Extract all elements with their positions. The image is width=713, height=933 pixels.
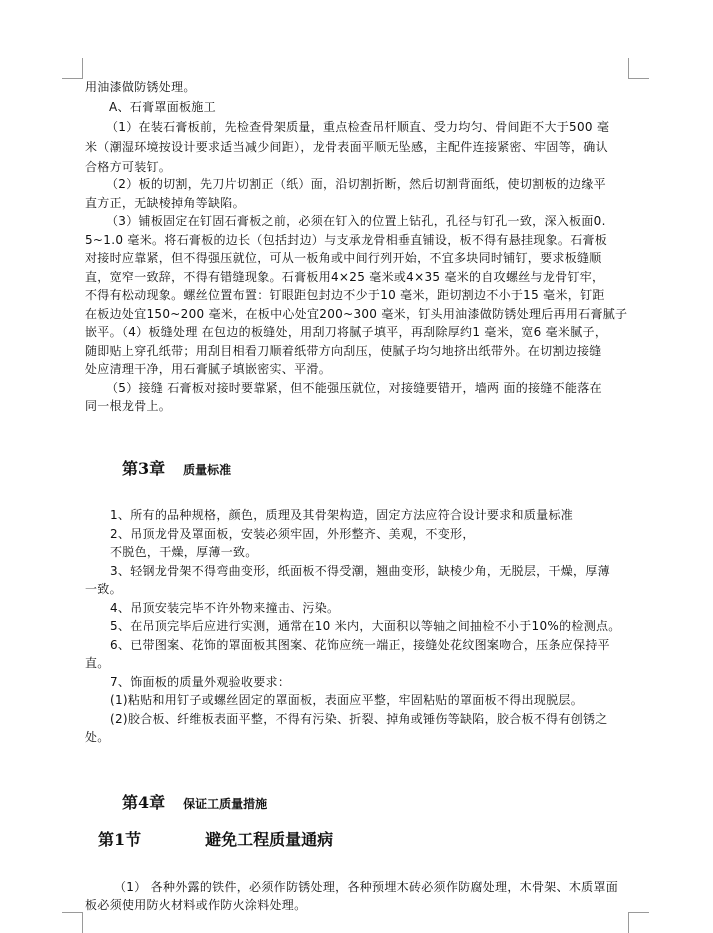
text-line: 在板边处宜150~200 毫米，在板中心处宜200~300 毫米，钉头用油漆做防锈处理后再用石膏腻子 xyxy=(85,307,628,321)
list-item: (2)胶合板、纤维板表面平整，不得有污染、折裂、掉角或锤伤等缺陷，胶合板不得有创锈之 xyxy=(110,712,608,726)
chapter-title: 保证工质量措施 xyxy=(183,797,268,811)
chapter-heading xyxy=(122,792,267,815)
text-line: （2）板的切割，先刀片切割正（纸）面，沿切割折断，然后切割背面纸，使切割板的边缘平 xyxy=(106,177,606,191)
section-title: 避免工程质量通病 xyxy=(205,830,334,849)
subheading: A、石膏罩面板施工 xyxy=(109,100,216,114)
text-line: 随即贴上穿孔纸带；用刮目相看刀顺着纸带方向刮压，使腻子均匀地挤出纸带外。在切割边接缝 xyxy=(85,344,602,358)
list-item: 7、饰面板的质量外观验收要求： xyxy=(110,675,291,689)
list-item: 5、在吊顶完毕后应进行实测，通常在10 米内，大面积以等轴之间抽检不小于10%的检测点。 xyxy=(110,619,621,633)
page-corner-mark-top-left xyxy=(62,58,83,79)
text-line: （1）在装石膏板前，先检查骨架质量，重点检查吊杆顺直、受力均匀、骨间距不大于500 毫 xyxy=(106,120,610,134)
text-line: 不得有松动现象。螺丝位置布置：钉眼距包封边不少于10 毫米，距切割边不小于15 毫米，钉距 xyxy=(85,288,605,302)
chapter-title: 质量标准 xyxy=(183,463,232,477)
text-line: 处应清理干净，用石膏腻子填嵌密实、平滑。 xyxy=(85,362,332,376)
text-line: （5）接缝 石膏板对接时要靠紧，但不能强压就位，对接缝要错开，墙两 面的接缝不能落在 xyxy=(106,381,602,395)
list-item: 一致。 xyxy=(85,582,122,596)
section-number: 第1节 xyxy=(98,830,142,849)
chapter-number: 第3章 xyxy=(122,459,166,478)
text-line: 直，宽窄一致辞，不得有错缝现象。石膏板用4×25 毫米或4×35 毫米的自攻螺丝与龙骨钉牢， xyxy=(85,270,605,284)
chapter-heading xyxy=(122,458,231,481)
text-line: 同一根龙骨上。 xyxy=(85,399,172,413)
text-line: 对接时应靠紧，但不得强压就位，可从一板角或中间行列开始，不宜多块同时铺钉，要求板缝顺 xyxy=(85,251,602,265)
text-line: （3）铺板固定在钉固石膏板之前，必须在钉入的位置上钻孔，孔径与钉孔一致，深入板面0. xyxy=(106,214,606,228)
text-line: （1） 各种外露的铁件，必须作防锈处理，各种预埋木砖必须作防腐处理，木骨架、木质罩面 xyxy=(114,880,619,894)
text-line: 合格方可装钉。 xyxy=(85,160,172,174)
text-line: 5~1.0 毫米。将石膏板的边长（包括封边）与支承龙骨相垂直铺设，板不得有悬挂现象。石膏板 xyxy=(85,233,608,247)
page-corner-mark-top-right xyxy=(628,58,649,79)
list-item: 不脱色，干燥，厚薄一致。 xyxy=(110,545,258,559)
list-item: 3、轻钢龙骨架不得弯曲变形，纸面板不得受潮，翘曲变形，缺棱少角，无脱层，干燥，厚薄 xyxy=(110,564,610,578)
page-corner-mark-bottom-left xyxy=(62,912,83,933)
list-item: 直。 xyxy=(85,656,110,670)
text-line: 板必须使用防火材料或作防火涂料处理。 xyxy=(85,898,307,912)
list-item: 2、吊顶龙骨及罩面板，安装必须牢固，外形整齐、美观，不变形， xyxy=(110,527,475,541)
text-line: 嵌平。（4）板缝处理 在包边的板缝处，用刮刀将腻子填平，再刮除厚约1 毫米，宽6 毫米腻子， xyxy=(85,325,608,339)
list-item: 6、已带图案、花饰的罩面板其图案、花饰应统一端正，接缝处花纹图案吻合，压条应保持平 xyxy=(110,638,610,652)
list-item: 1、所有的品种规格，颜色，质理及其骨架构造，固定方法应符合设计要求和质量标准 xyxy=(110,508,574,522)
list-item: 处。 xyxy=(85,730,110,744)
text-line: 直方正，无缺棱掉角等缺陷。 xyxy=(85,196,245,210)
text-line: 用油漆做防锈处理。 xyxy=(85,80,196,94)
section-heading xyxy=(98,828,333,852)
text-line: 米（潮湿环境按设计要求适当减少间距），龙骨表面平顺无坠感，主配件连接紧密、牢固等，确认 xyxy=(85,140,608,154)
page-corner-mark-bottom-right xyxy=(628,912,649,933)
list-item: (1)粘贴和用钉子或螺丝固定的罩面板，表面应平整，牢固粘贴的罩面板不得出现脱层。 xyxy=(110,693,584,707)
chapter-number: 第4章 xyxy=(122,793,166,812)
list-item: 4、吊顶安装完毕不许外物来撞击、污染。 xyxy=(110,601,340,615)
